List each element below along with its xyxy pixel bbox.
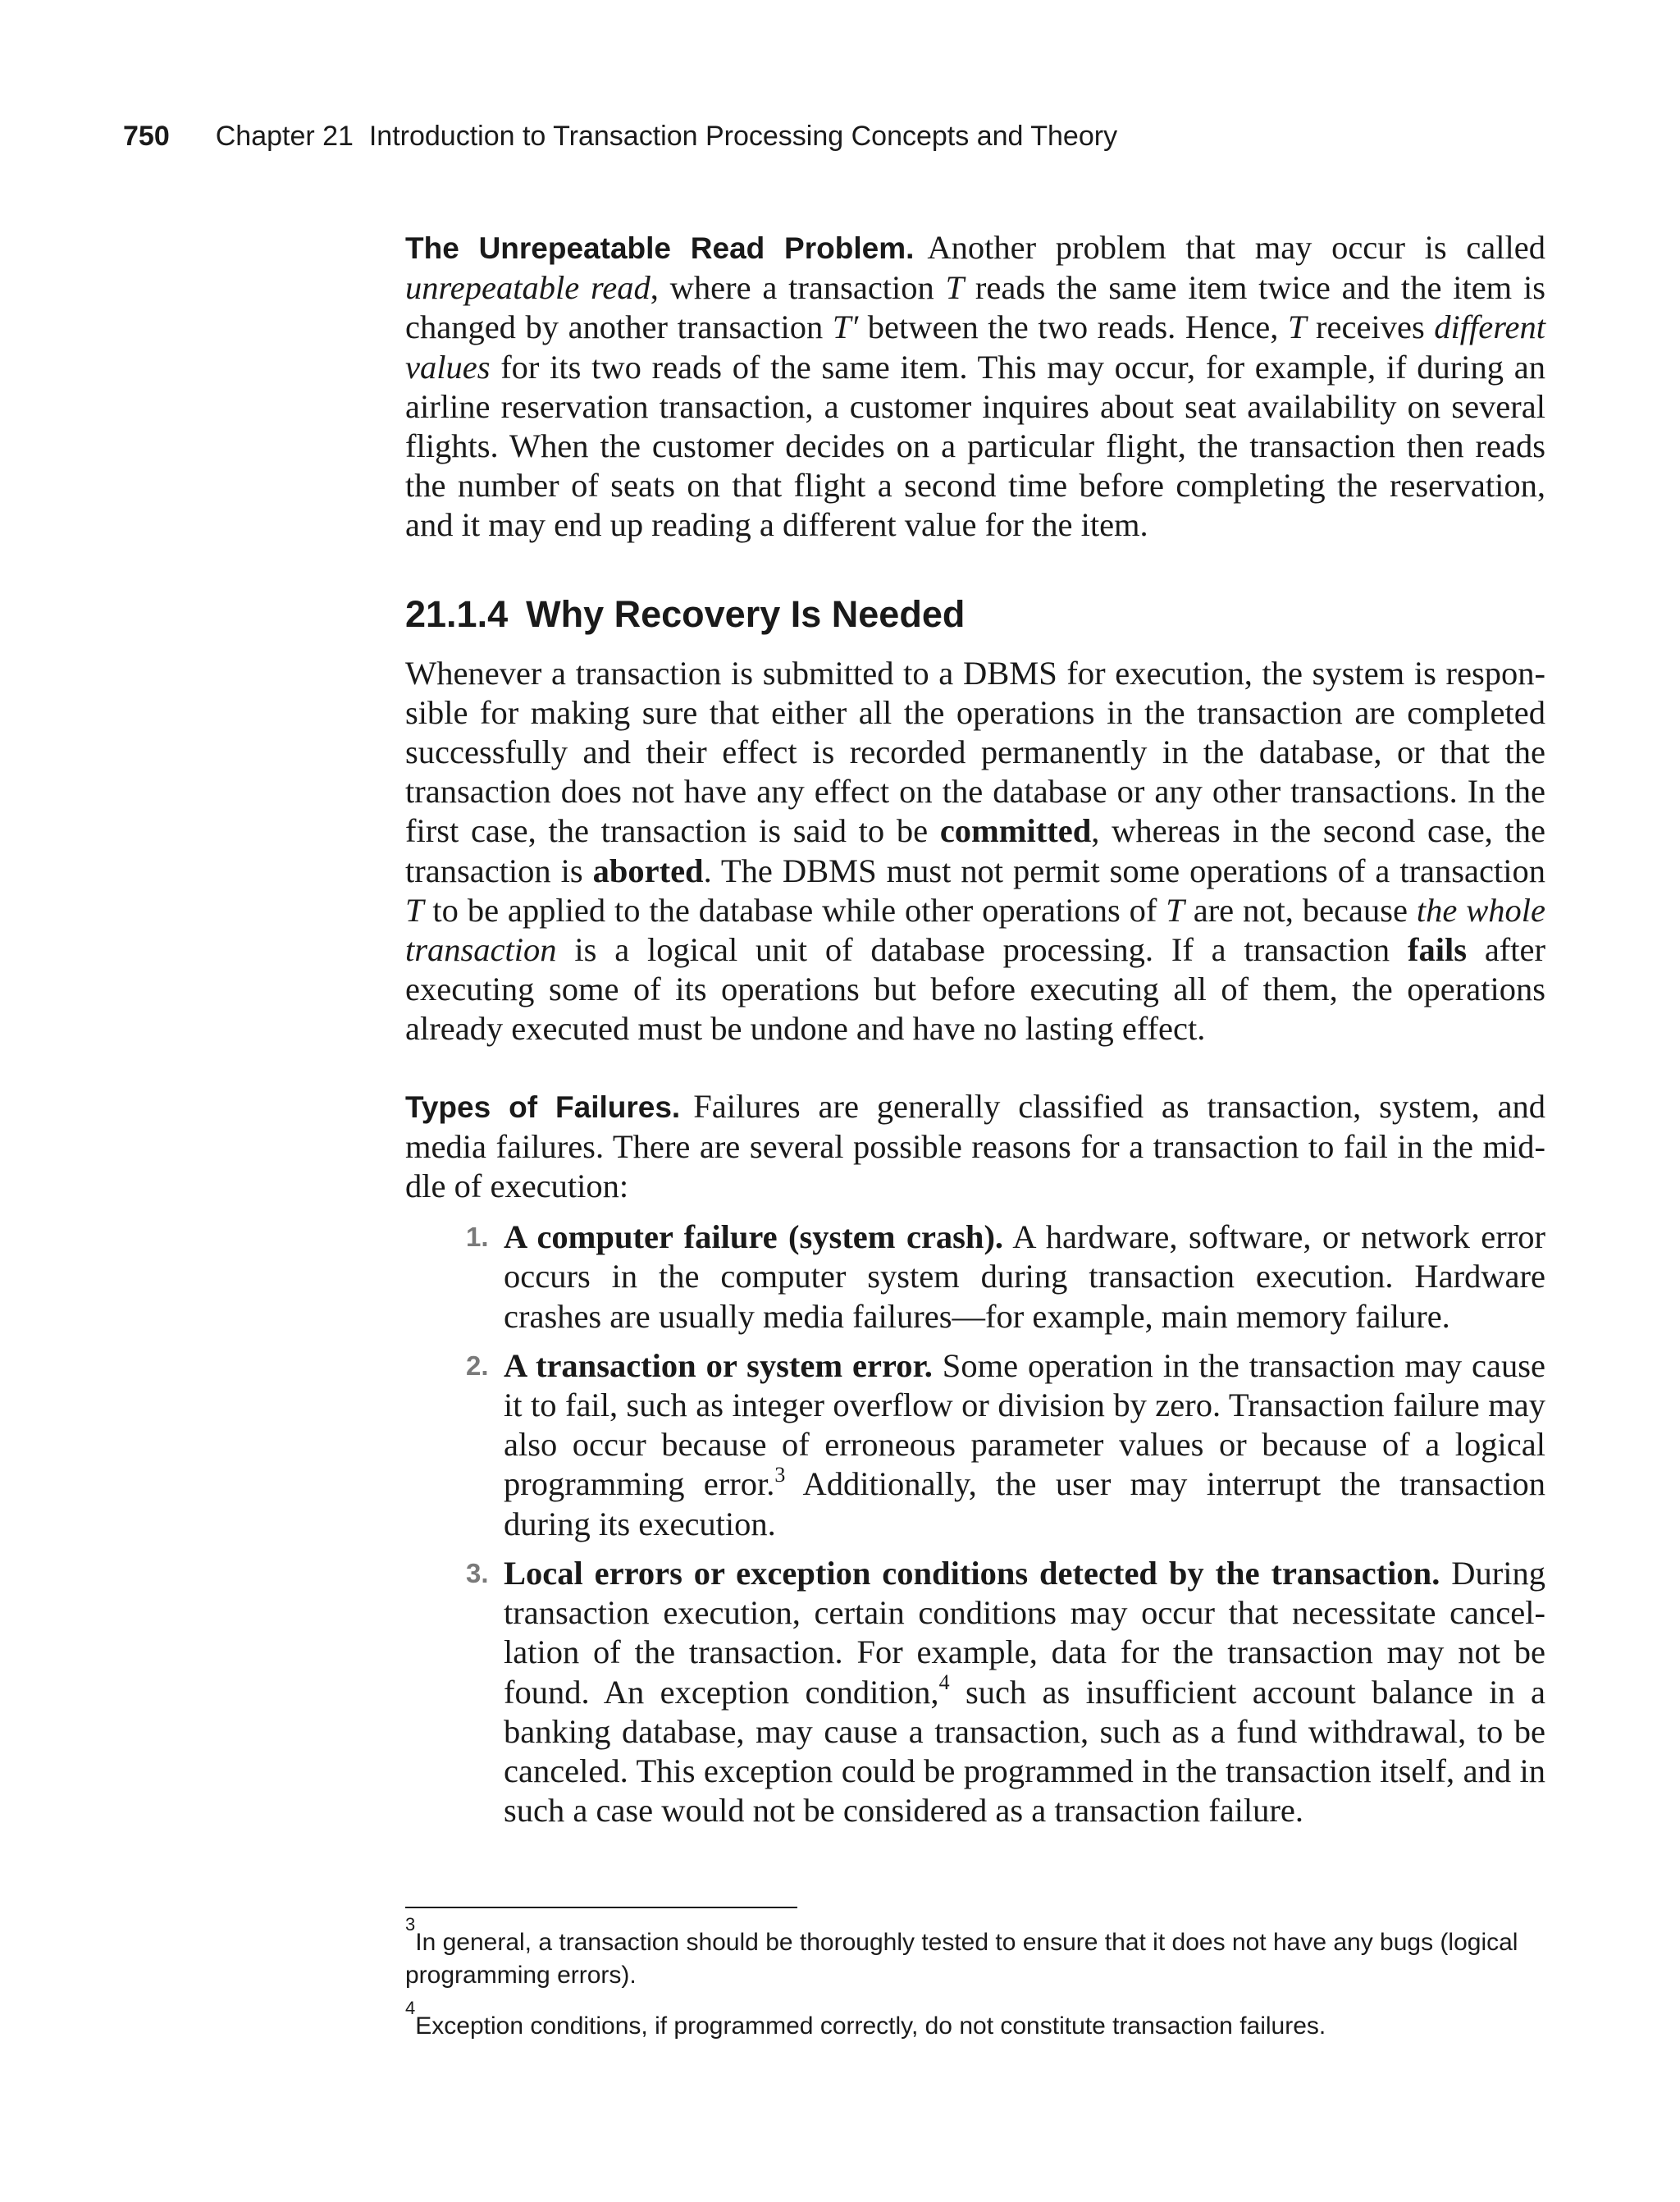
text-run: A hardware, software, or network error occurs in the computer system during transaction execution. Hardware crashes are usually media failures—for example, main memory failure. [504, 1218, 1545, 1335]
failure-list [405, 1217, 1545, 1830]
footnotes [405, 1914, 1545, 2061]
text-run: between the two reads. Hence, [858, 308, 1288, 346]
list-item-lead: A transaction or system error. [504, 1346, 933, 1384]
footnote-reference: 3 [774, 1462, 786, 1487]
list-item-lead: Local errors or exception conditions detected by the transaction. [504, 1554, 1440, 1592]
term-aborted: aborted [592, 852, 704, 889]
unrepeatable-read-heading: The Unrepeatable Read Problem. [405, 231, 915, 265]
list-item-number: 3. [466, 1557, 489, 1588]
text-run: receives [1306, 308, 1435, 346]
text-run: Another problem that may occur is called [927, 229, 1545, 266]
list-item [466, 1346, 1545, 1544]
footnote-reference: 4 [938, 1670, 950, 1694]
variable-t: T [405, 891, 424, 929]
text-run: During transaction execution, certain conditions may occur that necessitate cancellation of the transaction. For example, data for the transaction may not be found. An exception condition, [504, 1554, 1545, 1711]
variable-t-prime: T′ [832, 308, 859, 346]
variable-t: T [1166, 891, 1185, 929]
text-run: , whereas in the second case, the transaction is [405, 812, 1545, 889]
text-run: , where a transaction [650, 269, 946, 307]
page-body [405, 228, 1545, 1840]
text-run: to be applied to the database while other operations of [423, 891, 1166, 929]
variable-t: T [1287, 308, 1307, 346]
term-committed: committed [939, 812, 1092, 850]
text-run: reads the same item twice and the item is changed by another transaction [405, 269, 1545, 346]
text-run: after executing some of its operations but before executing all of them, the operations already executed must be undone and have no lasting effect. [405, 931, 1545, 1048]
footnote [405, 1914, 1545, 1992]
list-item [466, 1217, 1545, 1336]
text-run: Some operation in the transaction may cause it to fail, such as integer overflow or division by zero. Transaction failure may also occur because of erroneous parameter values or because of a logical programming error. [504, 1346, 1545, 1503]
types-of-failures-paragraph [405, 1087, 1545, 1207]
footnote-text: In general, a transaction should be thoroughly tested to ensure that it does not have any bugs (logical programming errors). [405, 1929, 1518, 1989]
page-number: 750 [123, 121, 170, 152]
recovery-paragraph [405, 654, 1545, 1049]
term-unrepeatable-read: unrepeatable read [405, 269, 651, 307]
text-run: are not, because [1184, 891, 1417, 929]
footnote [405, 1998, 1545, 2043]
section-number: 21.1.4 [405, 592, 509, 635]
list-item-lead: A computer failure (system crash). [504, 1218, 1004, 1256]
variable-t: T [945, 269, 965, 307]
unrepeatable-read-paragraph [405, 228, 1545, 546]
footnote-text: Exception conditions, if programmed correctly, do not constitute transaction failures. [415, 2012, 1326, 2040]
footnote-divider [405, 1907, 797, 1908]
text-run: . The DBMS must not permit some operations of a transaction [703, 852, 1545, 889]
section-title: Why Recovery Is Needed [526, 592, 966, 635]
list-item-number: 1. [466, 1222, 489, 1253]
text-run: such as insufficient account balance in a banking database, may cause a transaction, such as a fund withdrawal, to be canceled. This exception could be programmed in the transaction itself, and in such a case would not be considered as a transaction failure. [504, 1673, 1545, 1830]
text-run: for its two reads of the same item. This may occur, for example, if during an airline reservation transaction, a customer inquires about seat availability on several flights. When the customer decides on a particular flight, the transaction then reads the number of seats on that flight a second time before completing the reservation, and it may end up reading a different value for the item. [405, 348, 1545, 544]
footnote-mark: 3 [405, 1914, 416, 1935]
term-fails: fails [1407, 931, 1467, 969]
term-whole-transaction: the whole transaction [405, 891, 1545, 969]
text-run: Additionally, the user may interrupt the transaction during its execution. [504, 1465, 1545, 1542]
section-heading [405, 592, 1545, 637]
running-header [123, 118, 1117, 154]
chapter-title: Chapter 21 Introduction to Transaction Processing Concepts and Theory [215, 121, 1118, 152]
list-item [466, 1554, 1545, 1830]
types-of-failures-heading: Types of Failures. [405, 1090, 681, 1124]
text-run: is a logical unit of database processing. If a transaction [556, 931, 1408, 969]
text-run: Failures are generally classified as transaction, system, and media failures. There are several possible reasons for a transaction to fail in the middle of execution: [405, 1087, 1545, 1205]
text-run: Whenever a transaction is submitted to a DBMS for execution, the system is responsible for making sure that either all the operations in the transaction are completed successfully and their effect is recorded permanently in the database, or that the transaction does not have any effect on the database or any other transactions. In the first case, the transaction is said to be [405, 654, 1545, 850]
footnote-mark: 4 [405, 1998, 416, 2018]
list-item-number: 2. [466, 1350, 489, 1381]
term-different-values: different values [405, 308, 1545, 386]
